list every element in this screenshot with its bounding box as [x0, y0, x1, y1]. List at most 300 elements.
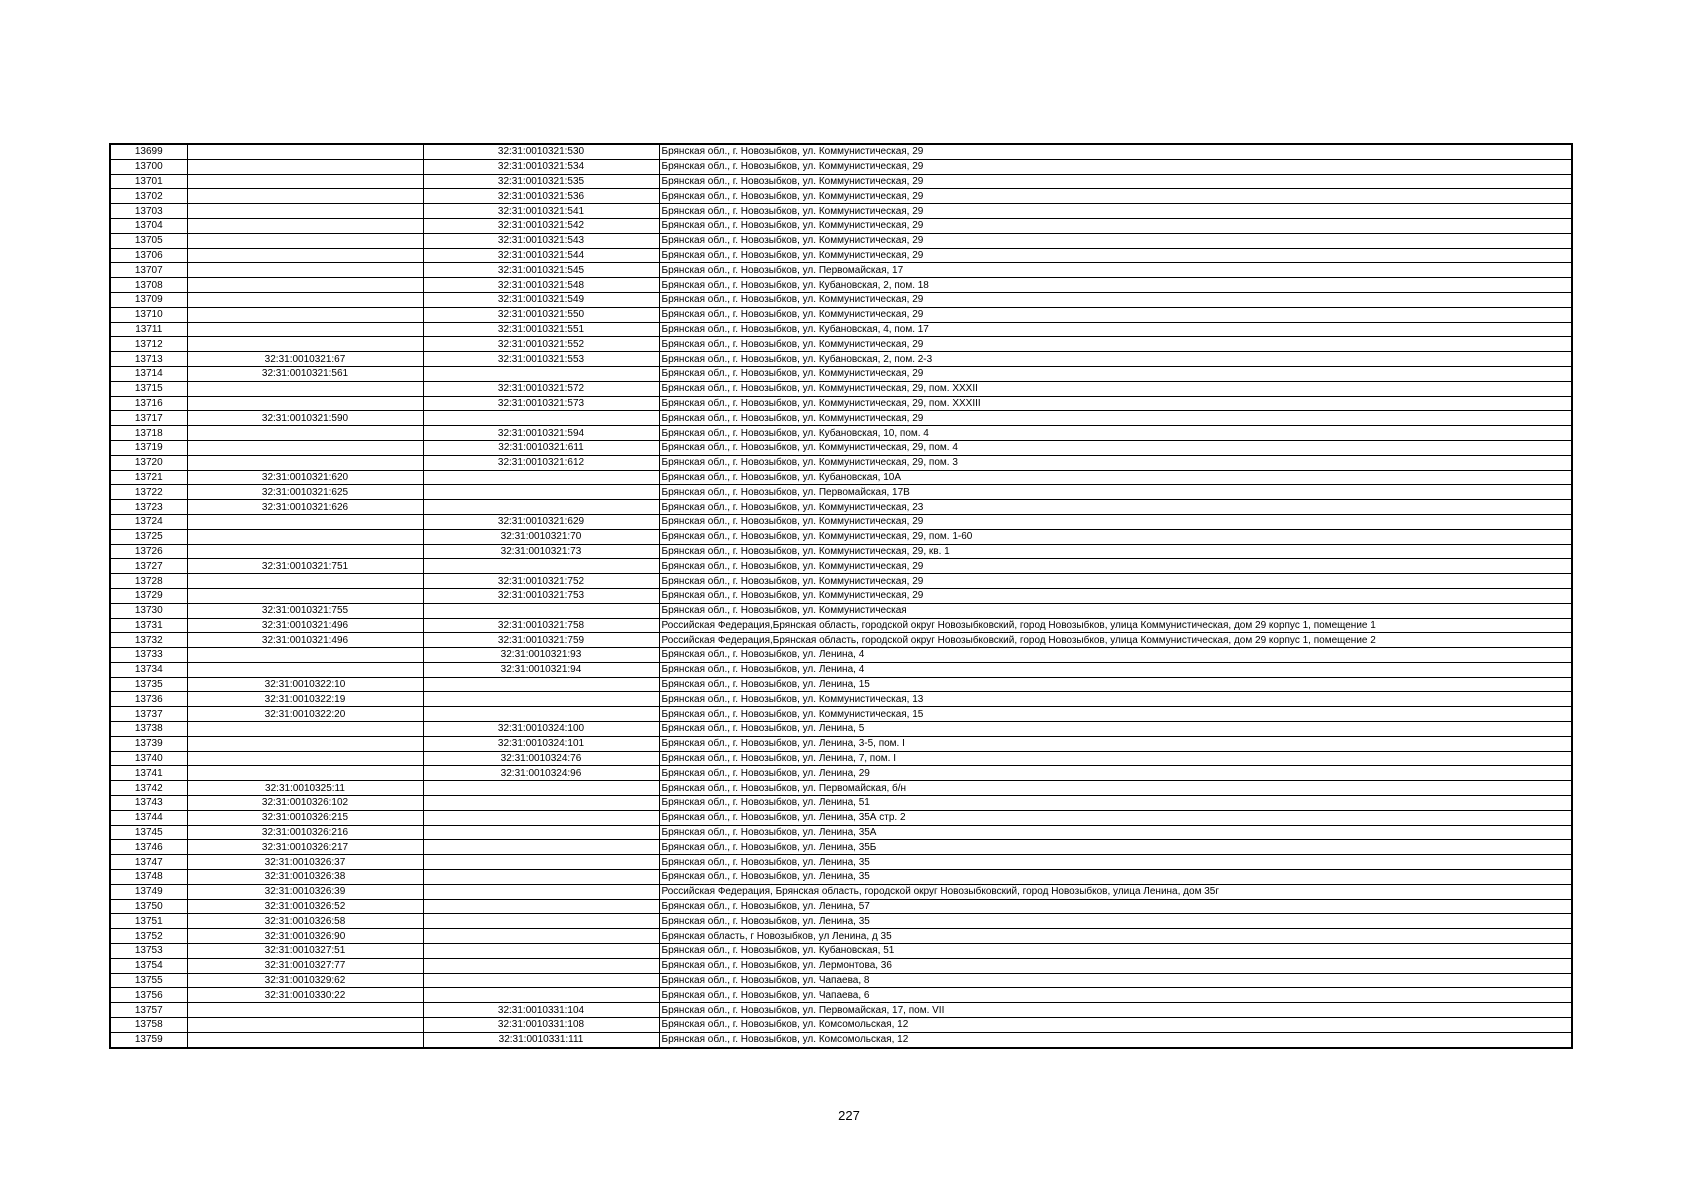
parent-cadastral-number-cell — [187, 426, 423, 441]
address-cell: Брянская обл., г. Новозыбков, ул. Коммунистическая, 29 — [659, 292, 1572, 307]
parent-cadastral-number-cell: 32:31:0010321:496 — [187, 618, 423, 633]
cadastral-number-cell: 32:31:0010324:101 — [423, 736, 659, 751]
address-cell: Брянская обл., г. Новозыбков, ул. Коммунистическая, 29 — [659, 218, 1572, 233]
row-number-cell: 13742 — [110, 781, 187, 796]
row-number-cell: 13726 — [110, 544, 187, 559]
row-number-cell: 13740 — [110, 751, 187, 766]
table-row — [110, 381, 1572, 396]
cadastral-number-cell — [423, 810, 659, 825]
cadastral-number-cell — [423, 944, 659, 959]
cadastral-number-cell: 32:31:0010321:553 — [423, 352, 659, 367]
row-number-cell: 13720 — [110, 455, 187, 470]
table-row — [110, 751, 1572, 766]
table-row — [110, 840, 1572, 855]
parent-cadastral-number-cell: 32:31:0010321:626 — [187, 500, 423, 515]
parent-cadastral-number-cell — [187, 588, 423, 603]
parent-cadastral-number-cell: 32:31:0010321:561 — [187, 366, 423, 381]
table-row — [110, 396, 1572, 411]
row-number-cell: 13737 — [110, 707, 187, 722]
row-number-cell: 13723 — [110, 500, 187, 515]
address-cell: Брянская обл., г. Новозыбков, ул. Ленина, 57 — [659, 899, 1572, 914]
address-cell: Брянская обл., г. Новозыбков, ул. Кубановская, 2, пом. 2-3 — [659, 352, 1572, 367]
table-row — [110, 529, 1572, 544]
parent-cadastral-number-cell — [187, 144, 423, 159]
address-cell: Брянская обл., г. Новозыбков, ул. Кубановская, 2, пом. 18 — [659, 278, 1572, 293]
table-row — [110, 248, 1572, 263]
cadastral-number-cell — [423, 781, 659, 796]
row-number-cell: 13727 — [110, 559, 187, 574]
table-row — [110, 677, 1572, 692]
table-row — [110, 736, 1572, 751]
row-number-cell: 13703 — [110, 204, 187, 219]
address-cell: Брянская обл., г. Новозыбков, ул. Коммунистическая, 29, пом. XXXII — [659, 381, 1572, 396]
parent-cadastral-number-cell: 32:31:0010326:90 — [187, 929, 423, 944]
address-cell: Брянская обл., г. Новозыбков, ул. Коммунистическая, 29 — [659, 559, 1572, 574]
address-cell: Брянская обл., г. Новозыбков, ул. Коммунистическая — [659, 603, 1572, 618]
table-row — [110, 514, 1572, 529]
row-number-cell: 13741 — [110, 766, 187, 781]
cadastral-number-cell — [423, 929, 659, 944]
row-number-cell: 13708 — [110, 278, 187, 293]
parent-cadastral-number-cell: 32:31:0010321:751 — [187, 559, 423, 574]
table-row — [110, 944, 1572, 959]
table-row — [110, 411, 1572, 426]
address-cell: Брянская обл., г. Новозыбков, ул. Ленина, 5 — [659, 722, 1572, 737]
address-cell: Брянская обл., г. Новозыбков, ул. Чапаева, 6 — [659, 988, 1572, 1003]
table-row — [110, 144, 1572, 159]
parent-cadastral-number-cell: 32:31:0010326:52 — [187, 899, 423, 914]
address-cell: Брянская обл., г. Новозыбков, ул. Коммунистическая, 29 — [659, 514, 1572, 529]
address-cell: Брянская обл., г. Новозыбков, ул. Ленина, 3-5, пом. I — [659, 736, 1572, 751]
cadastral-number-cell: 32:31:0010321:530 — [423, 144, 659, 159]
table-row — [110, 810, 1572, 825]
parent-cadastral-number-cell — [187, 278, 423, 293]
cadastral-number-cell — [423, 500, 659, 515]
address-cell: Брянская обл., г. Новозыбков, ул. Коммунистическая, 29, кв. 1 — [659, 544, 1572, 559]
row-number-cell: 13728 — [110, 574, 187, 589]
address-cell: Брянская обл., г. Новозыбков, ул. Ленина, 35Б — [659, 840, 1572, 855]
address-cell: Брянская обл., г. Новозыбков, ул. Ленина, 35А стр. 2 — [659, 810, 1572, 825]
table-row — [110, 337, 1572, 352]
parent-cadastral-number-cell: 32:31:0010330:22 — [187, 988, 423, 1003]
table-row — [110, 1032, 1572, 1047]
table-row — [110, 189, 1572, 204]
row-number-cell: 13701 — [110, 174, 187, 189]
table-row — [110, 544, 1572, 559]
table-row — [110, 278, 1572, 293]
row-number-cell: 13758 — [110, 1018, 187, 1033]
address-cell: Брянская обл., г. Новозыбков, ул. Первомайская, 17В — [659, 485, 1572, 500]
table-row — [110, 1003, 1572, 1018]
parent-cadastral-number-cell: 32:31:0010326:102 — [187, 796, 423, 811]
cadastral-number-cell — [423, 840, 659, 855]
row-number-cell: 13750 — [110, 899, 187, 914]
cadastral-number-cell — [423, 677, 659, 692]
table-row — [110, 426, 1572, 441]
row-number-cell: 13749 — [110, 884, 187, 899]
cadastral-number-cell — [423, 870, 659, 885]
address-cell: Брянская обл., г. Новозыбков, ул. Коммунистическая, 29 — [659, 411, 1572, 426]
parent-cadastral-number-cell: 32:31:0010322:10 — [187, 677, 423, 692]
address-cell: Брянская обл., г. Новозыбков, ул. Коммунистическая, 29 — [659, 588, 1572, 603]
cadastral-number-cell: 32:31:0010321:70 — [423, 529, 659, 544]
cadastral-number-cell: 32:31:0010321:73 — [423, 544, 659, 559]
table-row — [110, 603, 1572, 618]
cadastral-number-cell: 32:31:0010321:611 — [423, 440, 659, 455]
cadastral-number-cell: 32:31:0010324:100 — [423, 722, 659, 737]
table-row — [110, 440, 1572, 455]
address-cell: Брянская обл., г. Новозыбков, ул. Коммунистическая, 29 — [659, 174, 1572, 189]
parent-cadastral-number-cell — [187, 766, 423, 781]
parent-cadastral-number-cell — [187, 455, 423, 470]
cadastral-number-cell — [423, 707, 659, 722]
cadastral-number-cell: 32:31:0010321:758 — [423, 618, 659, 633]
cadastral-number-cell: 32:31:0010321:536 — [423, 189, 659, 204]
parent-cadastral-number-cell: 32:31:0010321:620 — [187, 470, 423, 485]
table-row — [110, 973, 1572, 988]
address-cell: Брянская обл., г. Новозыбков, ул. Коммунистическая, 29 — [659, 233, 1572, 248]
table-row — [110, 322, 1572, 337]
table-row — [110, 662, 1572, 677]
cadastral-number-cell — [423, 559, 659, 574]
cadastral-number-cell: 32:31:0010321:549 — [423, 292, 659, 307]
table-row — [110, 707, 1572, 722]
row-number-cell: 13712 — [110, 337, 187, 352]
table-row — [110, 588, 1572, 603]
row-number-cell: 13729 — [110, 588, 187, 603]
parent-cadastral-number-cell: 32:31:0010321:496 — [187, 633, 423, 648]
parent-cadastral-number-cell: 32:31:0010321:67 — [187, 352, 423, 367]
address-cell: Брянская обл., г. Новозыбков, ул. Ленина, 7, пом. I — [659, 751, 1572, 766]
parent-cadastral-number-cell — [187, 189, 423, 204]
cadastral-number-cell: 32:31:0010321:752 — [423, 574, 659, 589]
cadastral-number-cell — [423, 603, 659, 618]
row-number-cell: 13739 — [110, 736, 187, 751]
cadastral-number-cell — [423, 973, 659, 988]
row-number-cell: 13699 — [110, 144, 187, 159]
row-number-cell: 13751 — [110, 914, 187, 929]
row-number-cell: 13700 — [110, 159, 187, 174]
cadastral-number-cell: 32:31:0010321:594 — [423, 426, 659, 441]
parent-cadastral-number-cell — [187, 174, 423, 189]
row-number-cell: 13704 — [110, 218, 187, 233]
parent-cadastral-number-cell — [187, 204, 423, 219]
parent-cadastral-number-cell: 32:31:0010321:755 — [187, 603, 423, 618]
row-number-cell: 13734 — [110, 662, 187, 677]
table-row — [110, 500, 1572, 515]
address-cell: Брянская обл., г. Новозыбков, ул. Коммунистическая, 29 — [659, 144, 1572, 159]
table-row — [110, 204, 1572, 219]
row-number-cell: 13732 — [110, 633, 187, 648]
row-number-cell: 13724 — [110, 514, 187, 529]
row-number-cell: 13733 — [110, 648, 187, 663]
address-cell: Российская Федерация,Брянская область, городской округ Новозыбковский, город Новозыбков, улица Коммунистическая, дом 29 корпус 1, помещение 2 — [659, 633, 1572, 648]
table-row — [110, 366, 1572, 381]
parent-cadastral-number-cell — [187, 1003, 423, 1018]
row-number-cell: 13717 — [110, 411, 187, 426]
row-number-cell: 13702 — [110, 189, 187, 204]
cadastral-number-cell: 32:31:0010321:612 — [423, 455, 659, 470]
table-row — [110, 485, 1572, 500]
row-number-cell: 13754 — [110, 958, 187, 973]
table-row — [110, 455, 1572, 470]
address-cell: Брянская обл., г. Новозыбков, ул. Кубановская, 4, пом. 17 — [659, 322, 1572, 337]
table-row — [110, 855, 1572, 870]
cadastral-number-cell: 32:31:0010321:629 — [423, 514, 659, 529]
row-number-cell: 13722 — [110, 485, 187, 500]
row-number-cell: 13710 — [110, 307, 187, 322]
parent-cadastral-number-cell — [187, 396, 423, 411]
parent-cadastral-number-cell — [187, 722, 423, 737]
table-row — [110, 722, 1572, 737]
table-row — [110, 218, 1572, 233]
table-row — [110, 174, 1572, 189]
parent-cadastral-number-cell: 32:31:0010326:216 — [187, 825, 423, 840]
address-cell: Брянская обл., г. Новозыбков, ул. Кубановская, 51 — [659, 944, 1572, 959]
row-number-cell: 13745 — [110, 825, 187, 840]
address-cell: Брянская обл., г. Новозыбков, ул. Ленина, 4 — [659, 648, 1572, 663]
cadastral-number-cell — [423, 825, 659, 840]
row-number-cell: 13731 — [110, 618, 187, 633]
table-row — [110, 884, 1572, 899]
address-cell: Брянская обл., г. Новозыбков, ул. Ленина, 35 — [659, 870, 1572, 885]
cadastral-number-cell — [423, 884, 659, 899]
table-row — [110, 988, 1572, 1003]
row-number-cell: 13735 — [110, 677, 187, 692]
address-cell: Брянская обл., г. Новозыбков, ул. Первомайская, б/н — [659, 781, 1572, 796]
parent-cadastral-number-cell — [187, 159, 423, 174]
cadastral-number-cell: 32:31:0010321:551 — [423, 322, 659, 337]
cadastral-number-cell — [423, 914, 659, 929]
table-row — [110, 766, 1572, 781]
row-number-cell: 13746 — [110, 840, 187, 855]
cadastral-number-cell: 32:31:0010331:108 — [423, 1018, 659, 1033]
table-row — [110, 899, 1572, 914]
cadastral-number-cell: 32:31:0010321:93 — [423, 648, 659, 663]
address-cell: Брянская обл., г. Новозыбков, ул. Лермонтова, 36 — [659, 958, 1572, 973]
address-cell: Брянская обл., г. Новозыбков, ул. Кубановская, 10, пом. 4 — [659, 426, 1572, 441]
parent-cadastral-number-cell — [187, 322, 423, 337]
cadastral-number-cell: 32:31:0010321:543 — [423, 233, 659, 248]
parent-cadastral-number-cell — [187, 529, 423, 544]
cadastral-number-cell — [423, 485, 659, 500]
row-number-cell: 13716 — [110, 396, 187, 411]
row-number-cell: 13730 — [110, 603, 187, 618]
row-number-cell: 13743 — [110, 796, 187, 811]
address-cell: Брянская обл., г. Новозыбков, ул. Комсомольская, 12 — [659, 1032, 1572, 1047]
row-number-cell: 13753 — [110, 944, 187, 959]
cadastral-number-cell: 32:31:0010321:94 — [423, 662, 659, 677]
parent-cadastral-number-cell — [187, 381, 423, 396]
parent-cadastral-number-cell — [187, 514, 423, 529]
row-number-cell: 13759 — [110, 1032, 187, 1047]
table-row — [110, 781, 1572, 796]
address-cell: Брянская обл., г. Новозыбков, ул. Коммунистическая, 29, пом. 3 — [659, 455, 1572, 470]
parent-cadastral-number-cell — [187, 1018, 423, 1033]
address-cell: Российская Федерация,Брянская область, городской округ Новозыбковский, город Новозыбков, улица Коммунистическая, дом 29 корпус 1, помещение 1 — [659, 618, 1572, 633]
address-cell: Брянская обл., г. Новозыбков, ул. Коммунистическая, 29 — [659, 204, 1572, 219]
row-number-cell: 13757 — [110, 1003, 187, 1018]
table-row — [110, 159, 1572, 174]
cadastral-number-cell — [423, 366, 659, 381]
row-number-cell: 13709 — [110, 292, 187, 307]
cadastral-number-cell — [423, 411, 659, 426]
address-cell: Брянская обл., г. Новозыбков, ул. Коммунистическая, 23 — [659, 500, 1572, 515]
cadastral-number-cell: 32:31:0010321:573 — [423, 396, 659, 411]
page-number: 227 — [838, 1108, 860, 1123]
cadastral-number-cell: 32:31:0010321:548 — [423, 278, 659, 293]
address-cell: Брянская обл., г. Новозыбков, ул. Коммунистическая, 29 — [659, 189, 1572, 204]
cadastral-number-cell: 32:31:0010321:550 — [423, 307, 659, 322]
table-row — [110, 263, 1572, 278]
address-cell: Брянская обл., г. Новозыбков, ул. Первомайская, 17, пом. VII — [659, 1003, 1572, 1018]
address-cell: Брянская обл., г. Новозыбков, ул. Ленина, 35А — [659, 825, 1572, 840]
address-cell: Брянская обл., г. Новозыбков, ул. Коммунистическая, 29, пом. 1-60 — [659, 529, 1572, 544]
cadastral-number-cell: 32:31:0010321:572 — [423, 381, 659, 396]
parent-cadastral-number-cell: 32:31:0010326:38 — [187, 870, 423, 885]
cadastral-number-cell: 32:31:0010321:759 — [423, 633, 659, 648]
cadastral-number-cell — [423, 796, 659, 811]
row-number-cell: 13706 — [110, 248, 187, 263]
parent-cadastral-number-cell — [187, 337, 423, 352]
row-number-cell: 13756 — [110, 988, 187, 1003]
table-row — [110, 648, 1572, 663]
parent-cadastral-number-cell: 32:31:0010326:215 — [187, 810, 423, 825]
row-number-cell: 13713 — [110, 352, 187, 367]
row-number-cell: 13755 — [110, 973, 187, 988]
parent-cadastral-number-cell — [187, 662, 423, 677]
cadastral-number-cell: 32:31:0010331:104 — [423, 1003, 659, 1018]
address-cell: Брянская обл., г. Новозыбков, ул. Кубановская, 10А — [659, 470, 1572, 485]
parent-cadastral-number-cell: 32:31:0010322:20 — [187, 707, 423, 722]
cadastral-number-cell — [423, 988, 659, 1003]
address-cell: Брянская обл., г. Новозыбков, ул. Коммунистическая, 29 — [659, 366, 1572, 381]
table-row — [110, 292, 1572, 307]
cadastral-number-cell: 32:31:0010321:753 — [423, 588, 659, 603]
parent-cadastral-number-cell: 32:31:0010329:62 — [187, 973, 423, 988]
cadastral-number-cell — [423, 958, 659, 973]
parent-cadastral-number-cell — [187, 307, 423, 322]
table-row — [110, 633, 1572, 648]
row-number-cell: 13711 — [110, 322, 187, 337]
table-row — [110, 958, 1572, 973]
table-row — [110, 233, 1572, 248]
row-number-cell: 13719 — [110, 440, 187, 455]
cadastral-number-cell — [423, 899, 659, 914]
address-cell: Брянская область, г Новозыбков, ул Ленина, д 35 — [659, 929, 1572, 944]
parent-cadastral-number-cell — [187, 751, 423, 766]
parent-cadastral-number-cell — [187, 248, 423, 263]
parent-cadastral-number-cell — [187, 574, 423, 589]
registry-table — [109, 143, 1573, 1049]
table-row — [110, 929, 1572, 944]
address-cell: Брянская обл., г. Новозыбков, ул. Ленина, 35 — [659, 855, 1572, 870]
table-row — [110, 307, 1572, 322]
parent-cadastral-number-cell: 32:31:0010326:37 — [187, 855, 423, 870]
row-number-cell: 13736 — [110, 692, 187, 707]
parent-cadastral-number-cell: 32:31:0010327:77 — [187, 958, 423, 973]
address-cell: Брянская обл., г. Новозыбков, ул. Чапаева, 8 — [659, 973, 1572, 988]
row-number-cell: 13718 — [110, 426, 187, 441]
cadastral-number-cell: 32:31:0010321:545 — [423, 263, 659, 278]
cadastral-number-cell: 32:31:0010321:534 — [423, 159, 659, 174]
address-cell: Брянская обл., г. Новозыбков, ул. Коммунистическая, 29 — [659, 248, 1572, 263]
cadastral-number-cell — [423, 470, 659, 485]
parent-cadastral-number-cell — [187, 736, 423, 751]
table-row — [110, 618, 1572, 633]
address-cell: Брянская обл., г. Новозыбков, ул. Ленина, 15 — [659, 677, 1572, 692]
parent-cadastral-number-cell — [187, 544, 423, 559]
address-cell: Брянская обл., г. Новозыбков, ул. Коммунистическая, 29 — [659, 159, 1572, 174]
cadastral-number-cell: 32:31:0010321:541 — [423, 204, 659, 219]
table-row — [110, 692, 1572, 707]
table-row — [110, 470, 1572, 485]
address-cell: Брянская обл., г. Новозыбков, ул. Коммунистическая, 29 — [659, 574, 1572, 589]
address-cell: Брянская обл., г. Новозыбков, ул. Ленина, 29 — [659, 766, 1572, 781]
parent-cadastral-number-cell — [187, 648, 423, 663]
row-number-cell: 13707 — [110, 263, 187, 278]
cadastral-number-cell: 32:31:0010331:111 — [423, 1032, 659, 1047]
table-row — [110, 1018, 1572, 1033]
cadastral-number-cell: 32:31:0010321:552 — [423, 337, 659, 352]
table-row — [110, 870, 1572, 885]
row-number-cell: 13705 — [110, 233, 187, 248]
cadastral-number-cell: 32:31:0010321:544 — [423, 248, 659, 263]
table-row — [110, 914, 1572, 929]
parent-cadastral-number-cell: 32:31:0010326:217 — [187, 840, 423, 855]
parent-cadastral-number-cell: 32:31:0010325:11 — [187, 781, 423, 796]
parent-cadastral-number-cell — [187, 218, 423, 233]
address-cell: Российская Федерация, Брянская область, городской округ Новозыбковский, город Новозыбков, улица Ленина, дом 35г — [659, 884, 1572, 899]
row-number-cell: 13715 — [110, 381, 187, 396]
row-number-cell: 13748 — [110, 870, 187, 885]
parent-cadastral-number-cell: 32:31:0010326:58 — [187, 914, 423, 929]
parent-cadastral-number-cell: 32:31:0010321:590 — [187, 411, 423, 426]
parent-cadastral-number-cell: 32:31:0010326:39 — [187, 884, 423, 899]
table-row — [110, 825, 1572, 840]
address-cell: Брянская обл., г. Новозыбков, ул. Коммунистическая, 13 — [659, 692, 1572, 707]
table-row — [110, 352, 1572, 367]
address-cell: Брянская обл., г. Новозыбков, ул. Коммунистическая, 29 — [659, 307, 1572, 322]
row-number-cell: 13738 — [110, 722, 187, 737]
parent-cadastral-number-cell — [187, 233, 423, 248]
address-cell: Брянская обл., г. Новозыбков, ул. Коммунистическая, 29 — [659, 337, 1572, 352]
parent-cadastral-number-cell — [187, 292, 423, 307]
registry-table-body — [110, 144, 1572, 1048]
row-number-cell: 13721 — [110, 470, 187, 485]
cadastral-number-cell — [423, 692, 659, 707]
address-cell: Брянская обл., г. Новозыбков, ул. Коммунистическая, 15 — [659, 707, 1572, 722]
parent-cadastral-number-cell — [187, 263, 423, 278]
cadastral-number-cell: 32:31:0010324:96 — [423, 766, 659, 781]
address-cell: Брянская обл., г. Новозыбков, ул. Ленина, 35 — [659, 914, 1572, 929]
row-number-cell: 13744 — [110, 810, 187, 825]
address-cell: Брянская обл., г. Новозыбков, ул. Первомайская, 17 — [659, 263, 1572, 278]
row-number-cell: 13725 — [110, 529, 187, 544]
table-row — [110, 796, 1572, 811]
table-row — [110, 559, 1572, 574]
address-cell: Брянская обл., г. Новозыбков, ул. Ленина, 4 — [659, 662, 1572, 677]
row-number-cell: 13752 — [110, 929, 187, 944]
row-number-cell: 13714 — [110, 366, 187, 381]
parent-cadastral-number-cell — [187, 1032, 423, 1047]
parent-cadastral-number-cell: 32:31:0010327:51 — [187, 944, 423, 959]
address-cell: Брянская обл., г. Новозыбков, ул. Комсомольская, 12 — [659, 1018, 1572, 1033]
parent-cadastral-number-cell: 32:31:0010322:19 — [187, 692, 423, 707]
address-cell: Брянская обл., г. Новозыбков, ул. Коммунистическая, 29, пом. 4 — [659, 440, 1572, 455]
table-row — [110, 574, 1572, 589]
cadastral-number-cell: 32:31:0010321:535 — [423, 174, 659, 189]
